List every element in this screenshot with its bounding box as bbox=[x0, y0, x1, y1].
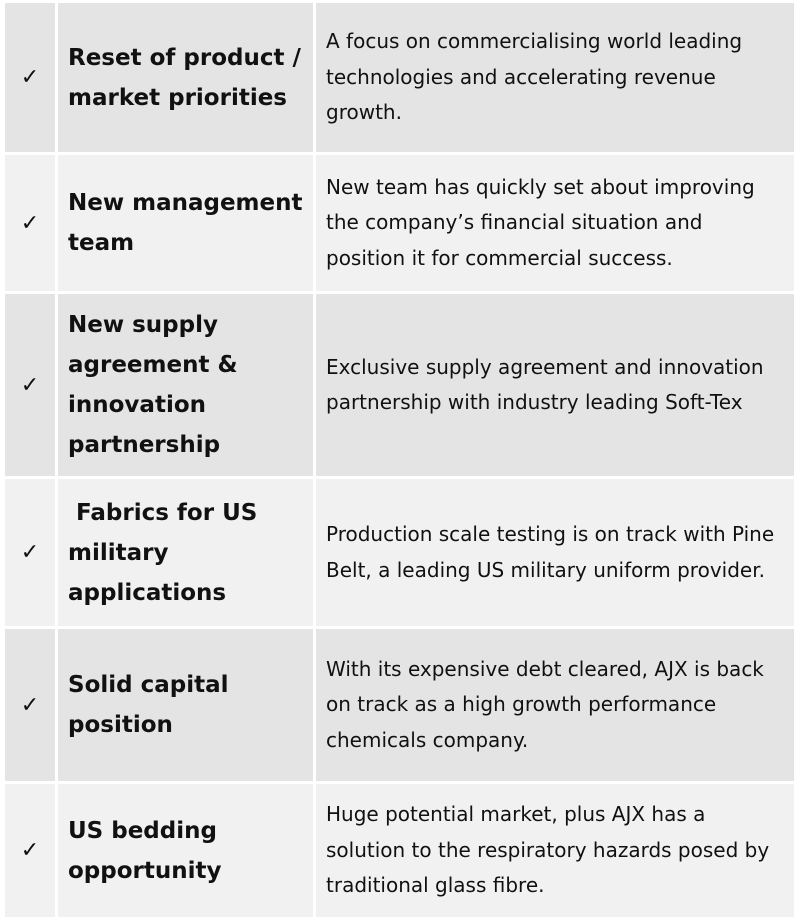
row-title: New supply agreement & innovation partnership bbox=[57, 293, 315, 478]
row-title: Fabrics for US military applications bbox=[57, 478, 315, 628]
checkmark-icon: ✓ bbox=[4, 783, 57, 919]
row-description: Production scale testing is on track with Pine Belt, a leading US military uniform provider. bbox=[315, 478, 796, 628]
row-description: Exclusive supply agreement and innovation partnership with industry leading Soft-Tex bbox=[315, 293, 796, 478]
row-description: New team has quickly set about improving the company’s financial situation and position it for commercial success. bbox=[315, 154, 796, 293]
row-title: Reset of product / market priorities bbox=[57, 2, 315, 154]
row-title: Solid capital position bbox=[57, 628, 315, 783]
table-row bbox=[4, 293, 796, 478]
checkmark-icon: ✓ bbox=[4, 154, 57, 293]
checkmark-icon: ✓ bbox=[4, 478, 57, 628]
row-title: US bedding opportunity bbox=[57, 783, 315, 919]
row-description: A focus on commercialising world leading technologies and accelerating revenue growth. bbox=[315, 2, 796, 154]
row-description: Huge potential market, plus AJX has a solution to the respiratory hazards posed by traditional glass fibre. bbox=[315, 783, 796, 919]
highlights-table bbox=[2, 0, 797, 920]
checkmark-icon: ✓ bbox=[4, 293, 57, 478]
table-row bbox=[4, 478, 796, 628]
table-row bbox=[4, 2, 796, 154]
table-row bbox=[4, 628, 796, 783]
table-row bbox=[4, 154, 796, 293]
checkmark-icon: ✓ bbox=[4, 2, 57, 154]
table-row bbox=[4, 783, 796, 919]
row-description: With its expensive debt cleared, AJX is back on track as a high growth performance chemicals company. bbox=[315, 628, 796, 783]
row-title: New management team bbox=[57, 154, 315, 293]
checkmark-icon: ✓ bbox=[4, 628, 57, 783]
